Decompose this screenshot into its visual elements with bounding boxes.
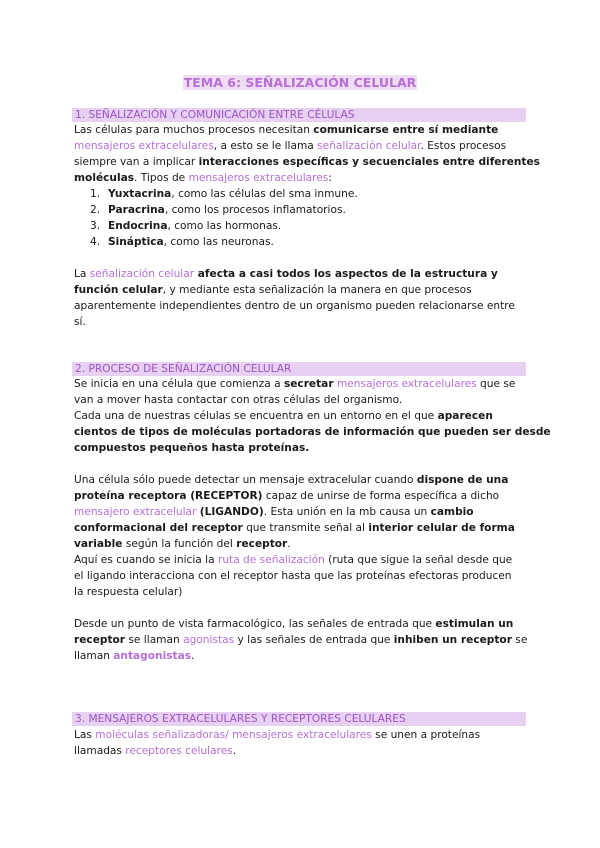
section-3-paragraph-1: Las moléculas señalizadoras/ mensajeros extracelulares se unen a proteínas llamadas receptores celulares.	[74, 729, 481, 757]
section-2-paragraph-3: Desde un punto de vista farmacológico, las señales de entrada que estimulan un receptor se llaman agonistas y las señales de entrada que inhiben un receptor se llaman antagonistas.	[74, 618, 528, 662]
section-heading-3: 3. MENSAJEROS EXTRACELULARES Y RECEPTORES CELULARES	[72, 712, 526, 726]
messenger-types-list	[90, 186, 530, 250]
section-2-paragraph-2: Una célula sólo puede detectar un mensaje extracelular cuando dispone de una proteína receptora (RECEPTOR) capaz de unirse de forma específica a dicho mensajero extracelular (LIGANDO). Esta unión en la mb causa un cambio conformacional del receptor que transmite señal al interior celular de forma variable según la función del receptor. Aquí es cuando se inicia la ruta de señalización (ruta que sigue la señal desde que el ligando interacciona con el receptor hasta que las proteínas efectoras producen la respuesta celular)	[74, 474, 515, 598]
section-heading-2: 2. PROCESO DE SEÑALIZACIÓN CELULAR	[72, 362, 526, 376]
section-1-paragraph-1: Las células para muchos procesos necesitan comunicarse entre sí mediante mensajeros extracelulares, a esto se le llama señalización celular. Estos procesos siempre van a implicar interacciones específicas y secuenciales entre diferentes moléculas. Tipos de mensajeros extracelulares:	[74, 124, 540, 184]
list-item: 4. Sináptica, como las neuronas.	[90, 236, 274, 248]
list-item: 2. Paracrina, como los procesos inflamatorios.	[90, 204, 346, 216]
section-1-paragraph-2: La señalización celular afecta a casi todos los aspectos de la estructura y función celular, y mediante esta señalización la manera en que procesos aparentemente independientes dentro de un organismo pueden relacionarse entre sí.	[74, 268, 515, 328]
page-title: TEMA 6: SEÑALIZACIÓN CELULAR	[183, 75, 417, 90]
list-item: 1. Yuxtacrina, como las células del sma inmune.	[90, 188, 358, 200]
section-heading-1: 1. SEÑALIZACIÓN Y COMUNICACIÓN ENTRE CÉLULAS	[72, 108, 526, 122]
list-item: 3. Endocrina, como las hormonas.	[90, 220, 282, 232]
section-2-paragraph-1: Se inicia en una célula que comienza a secretar mensajeros extracelulares que se van a mover hasta contactar con otras células del organismo. Cada una de nuestras células se encuentra en un entorno en el que aparecen cientos de tipos de moléculas portadoras de información que pueden ser desde compuestos pequeños hasta proteínas.	[74, 378, 551, 454]
